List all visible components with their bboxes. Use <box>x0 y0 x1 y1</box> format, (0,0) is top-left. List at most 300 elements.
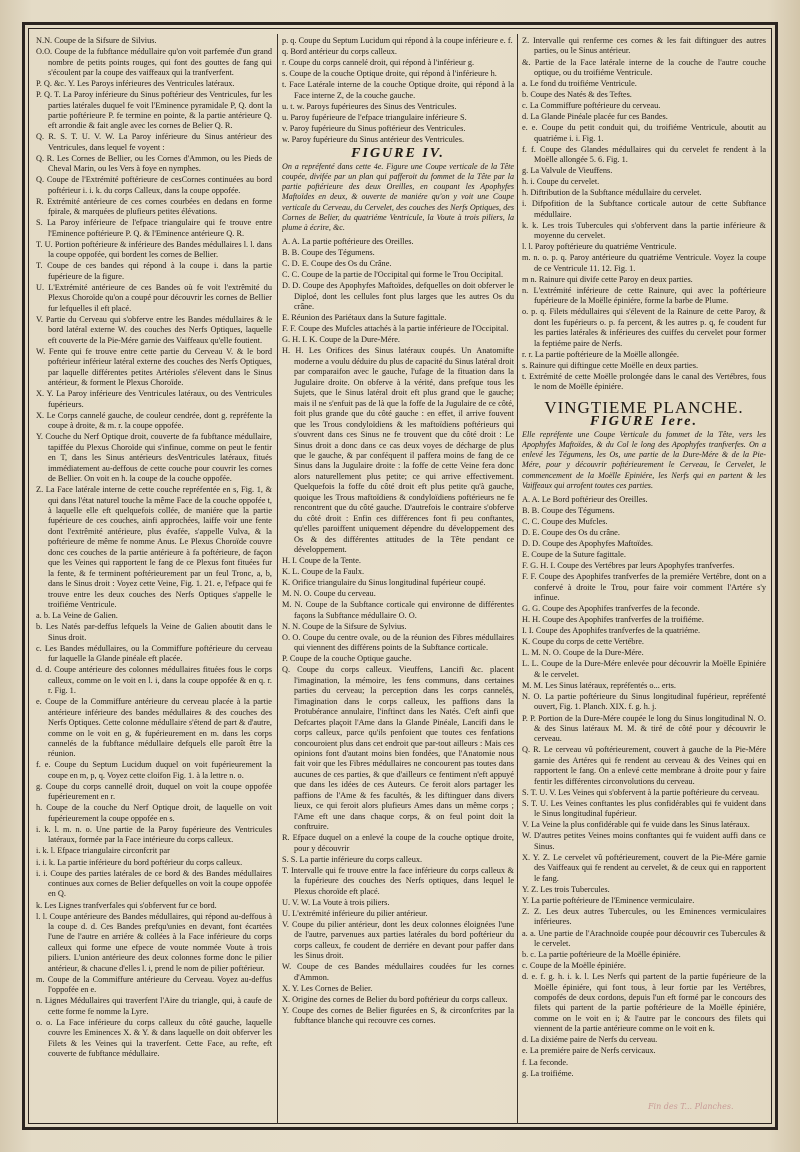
legend-entry <box>36 36 272 46</box>
legend-key: P. Q. T. <box>36 90 61 100</box>
legend-text: Coupe de la couche Optique droite, qui répond à l'inférieure h. <box>289 69 497 79</box>
legend-text: Coupe de la Dure-Mére enlevée pour découvrir la Moëlle Epiniére & le cervelet. <box>534 659 766 679</box>
legend-key: f. f. <box>522 144 536 154</box>
legend-text: Coupe des cornes de Belier figurées en S, & circonfcrites par la fubftance blanche qui recouvre ces cornes. <box>292 1005 514 1026</box>
legend-entry <box>522 361 766 371</box>
legend-text: Le cerveau vû poftérieurement, couvert à gauche de la Pie-Mére garnie des Artéres qui fe rendent au cerveau & des Veines qui en rapportent le fang. On a enlevé cette membrane à droite pour y faire fentir les différentes circonvolutions du cerveau. <box>534 745 766 786</box>
legend-text: La Face inférieure du corps calleux du côté gauche, laquelle couvre les Eminences X. & Y. & dans laquelle on doit obferver les Filets & les Veines qui la traverfent. Cette Face, au refte, eft couverte de fubftance médullaire. <box>48 1017 272 1059</box>
legend-entry <box>522 372 766 393</box>
legend-text: Coupe antérieure des Bandes médullaires, qui répond au-deffous à la coupe d. d. Ces Bandes prefqu'unies en devant, font écartées l'une de l'autre en arriére & collées à la Face inférieure du corps calleux qui forme une efpece de voute nommée Voute à trois piliers. L'union antérieure des deux colonnes forme donc le pilier antérieur, & chacune d'elles l. i, prend le nom de pilier poftérieur. <box>48 911 272 973</box>
legend-entry <box>522 929 766 950</box>
legend-text: Lignes Médullaires qui traverfent l'Aire du triangle, qui, à caufe de cette forme fe nomme la Lyre. <box>44 996 272 1016</box>
legend-key: d. <box>522 112 529 122</box>
legend-entry <box>282 58 514 68</box>
legend-key: Y. <box>282 1005 289 1015</box>
legend-text: Coupe de la Commiffure antérieure du Cerveau. Voyez au-deffus l'oppofée en e. <box>47 974 272 995</box>
legend-text: Coupe de la partie de l'Occipital qui forme le Trou Occipital. <box>301 270 504 280</box>
legend-text: Les Veines conftantes les plus confidérables qui fe vuident dans le Sinus longitudinal fupérieur. <box>534 798 766 819</box>
legend-text: Efpace triangulaire circonfcrit par <box>57 846 170 856</box>
legend-entry <box>282 36 514 46</box>
legend-entry <box>282 567 514 577</box>
legend-text: Efpace duquel on a enlevé la coupe de la couche optique droite, pour y découvrir <box>292 833 514 853</box>
legend-entry <box>282 654 514 664</box>
legend-entry <box>522 626 766 636</box>
legend-key: b. <box>36 622 43 632</box>
legend-key: e. <box>522 1046 528 1056</box>
legend-text: Coupe du cerveau. <box>313 589 376 599</box>
legend-text: Coupe des Apophifes tranfverfes de la feconde. <box>542 604 700 614</box>
legend-key: F. G. H. I. <box>522 561 556 571</box>
legend-entry <box>522 637 766 647</box>
legend-entry <box>36 283 272 314</box>
legend-entry <box>282 335 514 345</box>
legend-entry <box>282 80 514 101</box>
legend-entry <box>282 135 514 145</box>
legend-key: E. <box>282 313 290 323</box>
legend-text: Coupe de la Faulx. <box>301 567 365 577</box>
legend-key: h. <box>522 188 529 198</box>
legend-text: Coupe des parties latérales de ce bord & des Bandes médullaires continues aux cornes de Belier defquelles on voit la coupe oppofée en Q. <box>48 868 272 899</box>
legend-entry <box>36 197 272 218</box>
column-2-entries-top <box>282 36 514 145</box>
legend-entry <box>36 432 272 484</box>
legend-text: Intervalle qui renferme ces cornes & les fait diftinguer des autres parties, ou le Sinus antérieur. <box>532 36 766 56</box>
legend-key: B. B. <box>522 506 540 515</box>
legend-entry <box>522 517 766 527</box>
legend-key: i. i. <box>36 868 48 878</box>
legend-entry <box>522 907 766 928</box>
legend-entry <box>282 622 514 632</box>
legend-key: a. a. <box>522 928 536 938</box>
legend-text: Paroy fupérieure du Sinus antérieur des Ventricules. <box>291 134 465 144</box>
legend-key: S. <box>36 218 43 228</box>
legend-entry <box>522 123 766 144</box>
legend-text: La feconde. <box>528 1057 569 1067</box>
legend-entry <box>282 47 514 57</box>
legend-text: Les Veines qui s'obfervent à la partie poftérieure du cerveau. <box>558 787 760 797</box>
legend-key: A. A. <box>522 494 540 504</box>
planche-title: VINGTIEME PLANCHE. <box>544 397 744 417</box>
legend-key: r. r. <box>522 349 533 359</box>
legend-text: L'extrémité inférieure du pilier antérieur. <box>292 908 428 918</box>
legend-entry <box>36 825 272 846</box>
legend-text: Coupe des Apophifes tranfverfes de la quatriéme. <box>535 626 701 636</box>
column-rule-1 <box>277 34 278 1124</box>
legend-key: K. L. <box>282 567 300 577</box>
legend-text: Coupe de la Dure-Mére. <box>319 335 400 345</box>
legend-key: m n. <box>522 274 537 284</box>
legend-key: U. <box>36 282 45 292</box>
legend-key: G. G. <box>522 604 541 614</box>
legend-text: Les trois Tubercules. <box>540 884 610 894</box>
legend-key: p. q. <box>282 36 297 45</box>
legend-key: Z. <box>522 36 530 45</box>
legend-key: e. <box>36 697 42 707</box>
legend-key: Q. R. <box>36 153 55 163</box>
legend-key: R. <box>282 833 290 843</box>
legend-key: V. <box>282 919 289 929</box>
legend-entry <box>522 36 766 57</box>
legend-key: P. Q. &c. Y. <box>36 79 75 88</box>
legend-entry <box>36 912 272 975</box>
legend-key: Q. <box>282 665 291 675</box>
legend-text: Le Bord poftérieur des Oreilles. <box>541 494 648 504</box>
legend-text: Extrémité de cette Moëlle prolongée dans le canal des Vertébres, fous le nom de Moëlle épiniére. <box>529 371 766 392</box>
column-3-entries-fig1 <box>522 495 766 1079</box>
legend-text: Face Latérale interne de la couche Optique droite, qui répond à la Face interne Z, de la couche gauche. <box>289 80 514 100</box>
legend-key: F. F. <box>522 572 537 582</box>
legend-text: Les Lignes tranfverfales qui s'obfervent fur ce bord. <box>44 900 217 910</box>
legend-text: Diftribution de la Subftance médullaire du cervelet. <box>530 188 702 198</box>
legend-entry <box>282 556 514 566</box>
legend-entry <box>522 350 766 360</box>
legend-key: M. N. O. <box>282 589 312 599</box>
legend-key: Y. <box>36 432 43 442</box>
legend-text: Coupe de la Suture fagittale. <box>531 550 626 560</box>
legend-key: W. <box>522 831 532 841</box>
legend-key: m. n. o. p. q. <box>522 253 567 263</box>
legend-text: Coupe de la Dure-Mére. <box>563 648 644 658</box>
legend-entry <box>522 1058 766 1068</box>
legend-entry <box>522 853 766 884</box>
legend-text: La partie inférieure du corps calleux. <box>299 854 423 864</box>
legend-text: Les deux autres Tubercules, ou les Eminences vermiculaires inférieures. <box>534 907 766 927</box>
legend-text: Coupe du cervelet. <box>536 177 600 187</box>
legend-key: s. <box>282 69 288 79</box>
legend-entry <box>522 1069 766 1079</box>
legend-text: Partie de la Face latérale interne de la couche de l'autre couche optique, ou du troifiéme Ventricule. <box>534 57 766 77</box>
legend-entry <box>36 996 272 1017</box>
legend-key: d. e. f. g. h. i. k. l. <box>522 972 589 982</box>
legend-text: Coupe des Apophyfes Maftoïdes. <box>542 539 653 549</box>
legend-key: F. F. <box>282 324 297 334</box>
legend-entry <box>522 561 766 571</box>
legend-entry <box>36 975 272 996</box>
legend-entry <box>282 248 514 258</box>
legend-key: b. c. <box>522 950 537 960</box>
legend-text: Coupe de l'Extrémité poftérieure de cesCornes continuées au bord poftérieur i. i. k. du corps Calleux, dans la coupe oppofée. <box>46 175 272 195</box>
legend-key: N. N. <box>282 621 301 631</box>
legend-text: Coupe du centre ovale, ou de la réunion des Fibres médullaires qui viennent des différens points de la Subftance corticale. <box>294 632 514 653</box>
legend-key: K. <box>282 578 291 588</box>
legend-text: Coupe du Septum Lucidum qui répond à la coupe inférieure e. f. <box>298 36 513 45</box>
legend-key: X. Y. <box>36 389 54 399</box>
legend-entry <box>522 112 766 122</box>
legend-text: La Veine de Galien. <box>52 611 118 621</box>
legend-key: e. e. <box>522 123 538 133</box>
legend-text: Coupe du corps de cette Vertébre. <box>532 637 644 647</box>
legend-text: Coupe de la couche du Nerf Optique droit, de laquelle on voit fupérieurement la coupe oppofée en s. <box>46 803 272 823</box>
legend-text: Le cervelet vû poftérieurement, couvert de la Pie-Mére garnie des Vaiffeaux qui fe rendent au cervelet, & de ceux qui en rapportent le fang. <box>534 852 766 883</box>
legend-text: La troifiéme. <box>530 1068 574 1078</box>
legend-key: l. l. <box>522 242 533 252</box>
legend-key: H. I. <box>282 556 297 566</box>
legend-text: La Valvule de Vieuffens. <box>530 166 613 176</box>
legend-entry <box>522 799 766 820</box>
legend-text: Les Paroys inférieures des Ventricules latéraux. <box>77 79 235 88</box>
legend-key: C. C. <box>522 517 540 527</box>
legend-entry <box>522 539 766 549</box>
legend-entry <box>36 697 272 760</box>
legend-entry <box>282 578 514 588</box>
legend-text: La Glande Pinéale placée fur ces Bandes. <box>530 112 668 122</box>
legend-entry <box>282 69 514 79</box>
legend-key: Q. R. S. T. U. V. W. <box>36 132 115 142</box>
legend-key: &. <box>522 57 531 67</box>
legend-entry <box>522 307 766 349</box>
legend-text: Coupe de ces bandes qui répond à la coupe i. dans la partie fupérieure de la figure. <box>47 261 272 281</box>
legend-key: r. <box>282 58 287 68</box>
legend-text: Orifice triangulaire du Sinus longitudinal fupérieur coupé. <box>292 578 486 588</box>
legend-key: L. L. <box>522 659 539 669</box>
legend-text: Les Orifices des Sinus latéraux coupés. Un Anatomifte moderne a voulu déduire du plus de capacité du Sinus latéral droit par comparaifon avec le gauche, l'ufage de la fituation dans la Jugulaire droite. On obferve à la vérité, dans prefque tous les Sujets, que le Sinus latéral droit eft plus grand que le gauche; mais il ne s'enfuit pas de là que la foffe de la Jugulaire de ce côté, foit plus grande que du côté gauche : en effet, il arrive fouvent que les Trous condyloïdiens & les maftoïdiens poftérieurs qui s'ouvrent dans ces Sinus ne fe trouvent que du côté droit : Le Sinus droit a donc dans ce cas deux voyes de décharge de plus que le gauche, & par conféquent il paffera moins de fang de ce Sinus dans la Jugulaire droite : la foffe de cette Veine fera donc alors naturellement plus petite; ce qui arrive effectivement. Quelquefois la foffe du côté droit eft plus petite qu'à gauche, quoique les Trous maftoïdiens & condyloïdiens poftérieurs ne fe rencontrent que du côté gauche. D'autrefois le contraire s'obferve du côté droit : Enfin ces différences font fi peu conftantes, qu'elles paroiffent uniquement dépendre du développement des Os & des différentes attitudes de la Tête pendant ce développement. <box>294 346 514 555</box>
legend-text: La Paroy inférieure de l'efpace triangulaire qui fe trouve entre l'Eminence poftérieure P. Q. & l'Eminence antérieure Q. R. <box>46 218 272 238</box>
legend-entry <box>522 90 766 100</box>
legend-text: La Paroy inférieure du Sinus poftérieur des Ventricules, fur les parties latérales duquel fe voit l'Eminence pyramidale P, Q. dont la partie poftérieure P. fe termine en pointe, & la partie antérieure Q. eft arrondie & fait angle avec les cornes de Belier Q. R. <box>48 90 272 131</box>
legend-entry <box>36 132 272 153</box>
legend-text: Coupe des Os du crâne. <box>541 528 620 538</box>
legend-key: v. <box>282 123 288 133</box>
column-3-entries-top <box>522 36 766 393</box>
legend-key: Y. <box>522 895 529 905</box>
legend-key: H. H. <box>522 615 541 625</box>
legend-text: Coupe du petit conduit qui, du troifiéme Ventricule, aboutit au quatriéme i. i. Fig. 1. <box>534 123 766 143</box>
legend-entry <box>282 1006 514 1027</box>
legend-key: X. <box>282 994 291 1004</box>
legend-entry <box>522 188 766 198</box>
legend-entry <box>522 659 766 680</box>
legend-key: g. <box>36 781 43 791</box>
legend-entry <box>282 898 514 908</box>
legend-entry <box>522 648 766 658</box>
legend-entry <box>282 124 514 134</box>
legend-entry <box>282 113 514 123</box>
legend-key: Q. R. <box>522 745 541 755</box>
legend-entry <box>36 760 272 781</box>
legend-entry <box>522 199 766 220</box>
legend-entry <box>522 1035 766 1045</box>
legend-key: C. C. <box>282 270 300 280</box>
column-2 <box>282 36 514 1126</box>
legend-key: T. <box>282 865 289 875</box>
legend-entry <box>36 782 272 803</box>
legend-key: O. O. <box>282 632 301 642</box>
legend-key: b. <box>522 90 529 100</box>
legend-key: D. D. <box>522 539 541 549</box>
figure-1-title: FIGURE Iere. <box>589 414 698 430</box>
legend-text: La Face latérale interne de cette couche repréfentée en s, Fig. 1, & qui dans l'état naturel touche la même Face de la couche oppofée t, à laquelle elle eft quelquefois collée, de maniére que la partie fupérieure de ces couches, ainfi approchées, laiffe voir une fente dont l'extrêmité antérieure, plus évafée, s'appelle Vulva, & la poftérieure de même fe nomme Anus. Le Plexus Choroïde couvre donc ces couches de la partie antérieure à fa poftérieure, de façon que les Veines qui rapportent le fang de ce Plexus font fituées fur la fente, & fe terminent poftérieurement par un feul Tronc, a, b, dans le Sinus droit : Voyez cette Veine, Fig. 1. 21. e, l'efpace qui fe trouve entre les deux couches des Nerfs Optiques s'appelle le troifiéme Ventricule. <box>45 485 272 610</box>
legend-text: Le fond du troifiéme Ventricule. <box>529 79 637 88</box>
legend-entry <box>282 346 514 555</box>
legend-key: a. b. <box>36 611 51 621</box>
legend-key: B. B. <box>282 248 300 258</box>
legend-key: V. <box>36 314 43 324</box>
legend-key: q. <box>282 47 289 57</box>
legend-entry <box>36 261 272 282</box>
legend-entry <box>522 58 766 79</box>
legend-key: X. <box>36 410 45 420</box>
legend-key: g. <box>522 166 529 176</box>
legend-key: c. <box>522 961 528 971</box>
legend-text: Réunion des Pariétaux dans la Suture fagittale. <box>291 313 447 323</box>
legend-entry <box>36 1018 272 1060</box>
figure-4-intro: On a repréfenté dans cette 4e. Figure une Coupe verticale de la Tête coupée, divifée par un plan qui pafferoit du fommet de la Tête par la partie poftérieure des deux Oreilles, en coupant les Apophyfes Maftoïdes en deux, & ouverte de maniére qu'on y voit une Coupe verticale du Cerveau, du Cervelet, des couches des Nerfs Optiques, des Cornes de Belier, du quatriéme Ventricule, la Voute à trois piliers, la plume à écrire, &c. <box>282 161 514 232</box>
legend-entry <box>522 242 766 252</box>
legend-entry <box>36 901 272 911</box>
legend-text: Coupe de la couche Optique gauche. <box>289 654 412 664</box>
legend-key: Z. <box>36 485 44 495</box>
legend-text: Les Cornes de Belier. <box>300 983 373 993</box>
legend-key: S. S. <box>282 854 298 864</box>
legend-entry <box>522 681 766 691</box>
legend-text: La Paroy inférieure des Ventricules latéraux, ou des Ventricules fupérieurs. <box>48 389 272 409</box>
legend-text: Coupe de la Subftance corticale qui environne de différentes façons la Subftance médullaire O. O. <box>294 600 514 620</box>
legend-text: Coupe du corps calleux. Vieuffens, Lancifi &c. placent l'imagination, la mémoire, les fens communs, dans certaines parties du cerveau; la perception dans les corps cannelés, l'imagination dans le corps calleux, les paffions dans la Protubérance annulaire, l'inftinct dans les Natés. C'eft ainfi que Defcartes plaçoit l'Ame dans la Glande Pinéale, Lancifi dans le corps calleux, parce qu'ils penfoient que toutes ces fenfations concouroient plus dans cet endroit que par-tout ailleurs : Mais ces opinions font d'autant moins bien fondées, que l'Anatomie nous fait voir que les Fibres médullaires ne concourent pas toutes dans aucunes de ces parties, & que d'ailleurs ce fentiment n'eft appuyé que dans les idées de ces Auteurs. Ce feroit alors partager les paffions de l'Ame & fes facultés, & les diftinguer dans divers lieux, ce qui feroit alors plufieurs Ames dans un même corps ; l'Ame eft une dans chaque corps, & on feul point doit la conftruire. <box>294 665 514 832</box>
legend-text: Paroy poftérieure du quatriéme Ventricule. <box>534 242 677 252</box>
legend-entry <box>282 962 514 983</box>
legend-key: a. <box>522 79 528 88</box>
legend-key: i. k. l. <box>36 846 56 856</box>
legend-text: La partie poftérieure de la Moëlle allongée. <box>534 349 679 359</box>
legend-key: n. <box>36 996 43 1006</box>
legend-key: N. O. <box>522 692 542 702</box>
legend-entry <box>522 745 766 787</box>
legend-entry <box>522 286 766 307</box>
legend-text: L'Extrémité antérieure de ces Bandes où fe voit l'extrêmité du Plexus Choroïde qu'on a coupé pour découvrir les cornes de Bellier fur lefquelles il eft placé. <box>48 282 272 313</box>
legend-text: Coupe du Septum Lucidum duquel on voit fupérieurement la coupe en m, p, q. Voyez cette cloifon Fig. 1. à la lettre n. o. <box>48 760 272 780</box>
legend-text: Coupe de la Moëlle épiniére. <box>529 961 626 971</box>
legend-key: D. E. <box>522 528 540 538</box>
legend-text: Les trois Tubercules qui s'obfervent dans la partie inférieure & moyenne du cervelet. <box>534 220 766 241</box>
legend-entry <box>522 1046 766 1056</box>
legend-key: l. l. <box>36 911 48 921</box>
legend-entry <box>282 633 514 654</box>
legend-key: G. H. I. K. <box>282 335 318 345</box>
legend-entry <box>522 528 766 538</box>
legend-text: L'extrémité inférieure de cette Rainure, qui avec la poftérieure fupérieure de la Moëlle épiniére, forme la barbe de Plume. <box>533 285 766 306</box>
legend-key: Z. Z. <box>522 907 542 917</box>
legend-text: Coupe de ces Bandes médullaires coudées fur les cornes d'Ammon. <box>294 962 514 982</box>
legend-entry <box>522 961 766 971</box>
legend-text: Coupe des Apophifes tranfverfes de la troifiéme. <box>542 615 704 625</box>
legend-entry <box>282 833 514 854</box>
legend-text: Couche du Nerf Optique droit, couverte de fa fubftance médullaire, tapiffée du Plexus Choroïde qui s'infinue, comme on peut le fentir en T, dans les Sinus antérieurs desVentricules latéraux, fitués immédiatement au-deffous de cette couche pour couvrir les cornes de Bellier. On voit en h. la coupe de la couche oppofée. <box>45 432 272 484</box>
legend-key: E. <box>522 550 530 560</box>
column-1 <box>36 36 272 1126</box>
legend-text: Filets médullaires qui s'élevent de la Rainure de cette Paroy, & dont les fupérieurs o. p. fa percent, & les autres p. q, fe coudent fur les parties latérales & inférieures des cuiffes du cervelet pour former la feptiéme paire de Nerfs. <box>534 307 766 348</box>
legend-text: Bord antérieur du corps calleux. <box>290 47 397 57</box>
legend-text: Coupe des Vertébres par leurs Apophyfes tranfverfes. <box>557 561 735 571</box>
legend-key: S. T. U. <box>522 798 549 808</box>
legend-key: o. p. q. <box>522 307 547 317</box>
legend-key: C. D. E. <box>282 259 309 269</box>
legend-entry <box>36 315 272 346</box>
legend-text: La partie poftérieure de la Moëlle épiniére. <box>538 950 681 960</box>
legend-text: Coupe de la Tente. <box>299 556 361 566</box>
legend-text: Partie du Cerveau qui s'obferve entre les Bandes médullaires & le bord latéral externe W. des couches des Nerfs Optiques, laquelle eft couverte de la Pie-Mére garnie des Vaiffeaux qu'elle foutient. <box>45 314 272 345</box>
legend-entry <box>522 820 766 830</box>
legend-key: d. d. <box>36 665 52 675</box>
legend-text: Les Bandes médullaires, ou la Commiffure poftérieure du cerveau fur laquelle la Glande pinéale eft placée. <box>44 643 272 664</box>
legend-entry <box>522 604 766 614</box>
legend-text: Les Sinus latéraux, repréfentés o... erts. <box>545 680 676 690</box>
figure-4-title: FIGURE IV. <box>351 146 445 162</box>
legend-text: Coupe des Tégumens. <box>541 506 615 515</box>
legend-key: A. A. <box>282 237 300 247</box>
legend-text: Les Nerfs qui partent de la partie fupérieure de la Moëlle épiniére, qui font tous, à leur fortie par les Vertébres, compofés de deux cordons, depuis l'un eft formé par le concours des filets qui partent de la partie poftérieure de la Moëlle épiniére, comme on le voit en i; & l'autre par le concours des filets qui viennent de la partie antérieure comme on le voit en k. <box>534 972 766 1034</box>
legend-key: O.O. <box>36 47 53 57</box>
legend-text: Paroy fupérieure du Sinus poftérieur des Ventricules. <box>289 123 466 133</box>
legend-text: Coupe des Os du Crâne. <box>311 259 392 269</box>
legend-text: La Commiffure poftérieure du cerveau. <box>529 101 661 111</box>
legend-entry <box>282 920 514 962</box>
legend-key: c. <box>36 643 42 653</box>
legend-entry <box>282 600 514 621</box>
legend-key: m. <box>36 974 45 984</box>
legend-entry <box>36 90 272 132</box>
legend-text: La premiére paire de Nerfs cervicaux. <box>529 1046 656 1056</box>
legend-key: N.N. <box>36 36 53 45</box>
legend-entry <box>36 79 272 89</box>
legend-key: k. k. <box>522 220 539 230</box>
legend-text: La partie poftérieure de l'Eminence vermiculaire. <box>531 895 695 905</box>
legend-text: Paroy antérieure du quatriéme Ventricule. Voyez la coupe de ce Ventricule 11. 12. Fig. 1. <box>534 253 766 273</box>
legend-entry <box>282 995 514 1005</box>
legend-text: Coupe des Natés & des Teftes. <box>530 90 632 100</box>
legend-entry <box>522 275 766 285</box>
legend-entry <box>522 166 766 176</box>
legend-entry <box>522 714 766 745</box>
legend-text: Le Corps cannelé gauche, de couleur cendrée, dont g. repréfente la coupe à droite, & m. r. la coupe oppofée. <box>46 410 272 431</box>
legend-entry <box>36 218 272 239</box>
legend-entry <box>282 281 514 312</box>
legend-text: Coupe des Mufcles attachés à la partie inférieure de l'Occipital. <box>298 324 509 334</box>
legend-text: Coupe du corps cannelé droit, qui répond à l'inférieur g. <box>288 58 475 68</box>
legend-key: W. <box>282 962 292 972</box>
legend-key: U. <box>282 908 291 918</box>
legend-text: Origine des cornes de Belier du bord poftérieur du corps calleux. <box>292 994 508 1004</box>
legend-key: i. k. l. m. n. o. <box>36 824 92 834</box>
legend-key: P. <box>282 654 288 664</box>
legend-text: Coupe antérieure des colonnes médullaires fituées fous le corps calleux, comme on le voit en l. i, dans la coupe oppofée & en q. r. r. Fig. 1. <box>48 665 272 696</box>
legend-entry <box>522 831 766 852</box>
legend-entry <box>36 175 272 196</box>
legend-text: Coupe des Tégumens. <box>301 248 375 258</box>
legend-text: Coupe de la Sifsure de Silvius. <box>54 36 157 45</box>
legend-entry <box>282 866 514 897</box>
legend-entry <box>36 644 272 665</box>
legend-key: X. Y. <box>282 983 299 993</box>
legend-entry <box>36 622 272 643</box>
legend-key: Y. Z. <box>522 884 539 894</box>
legend-key: L. M. N. O. <box>522 648 561 658</box>
legend-entry <box>36 803 272 824</box>
legend-key: o. o. <box>36 1017 53 1027</box>
legend-entry <box>36 240 272 261</box>
legend-text: Portion de la Dure-Mére coupée le long du Sinus longitudinal N. O. & des Sinus latéraux M. M. & tiré de côté pour y découvrir le cerveau. <box>534 713 766 744</box>
legend-text: Coupe de la fubftance médullaire qu'on voit parfemée d'un grand nombre de petits points rouges, qui font des gouttes de fang qui s'écoulent par la coupe des vaiffeaux qui la tranfverfent. <box>48 47 272 77</box>
legend-key: I. I. <box>522 626 534 636</box>
figure-1-intro: Elle repréfente une Coupe Verticale du fommet de la Tête, vers les Apophyfes Maftoïdes, & du Col le long des Apophyfes tranfverfes. On a enlevé les Tégumens, les Os, une partie de la Dure-Mére & de la Pie-Mére, pour y découvrir poftérieurement le Cerveau, le Cervelet, le commencement de la Moëlle Epiniére, les Nerfs qui en partent & les Vaiffeaux qui arrofent toutes ces parties. <box>522 429 766 490</box>
legend-key: n. <box>522 285 529 295</box>
legend-text: Les Natés par-deffus lefquels la Veine de Galien aboutit dans le Sinus droit. <box>45 622 272 642</box>
legend-key: V. <box>522 820 529 830</box>
legend-text: Coupe de la Commiffure antérieure du cerveau placée à la partie antérieure inférieure des bandes médullaires & des couches des Nerfs Optiques. Cette colonne médullaire s'étend de part & d'autre, comme on le voit en g, & fupérieurement en m. dans les corps cannelés de la fubftance médullaire defquels elle paroît être la réunion. <box>45 697 272 759</box>
legend-entry <box>522 692 766 713</box>
legend-entry <box>282 313 514 323</box>
legend-entry <box>522 950 766 960</box>
legend-key: t. <box>282 80 287 90</box>
